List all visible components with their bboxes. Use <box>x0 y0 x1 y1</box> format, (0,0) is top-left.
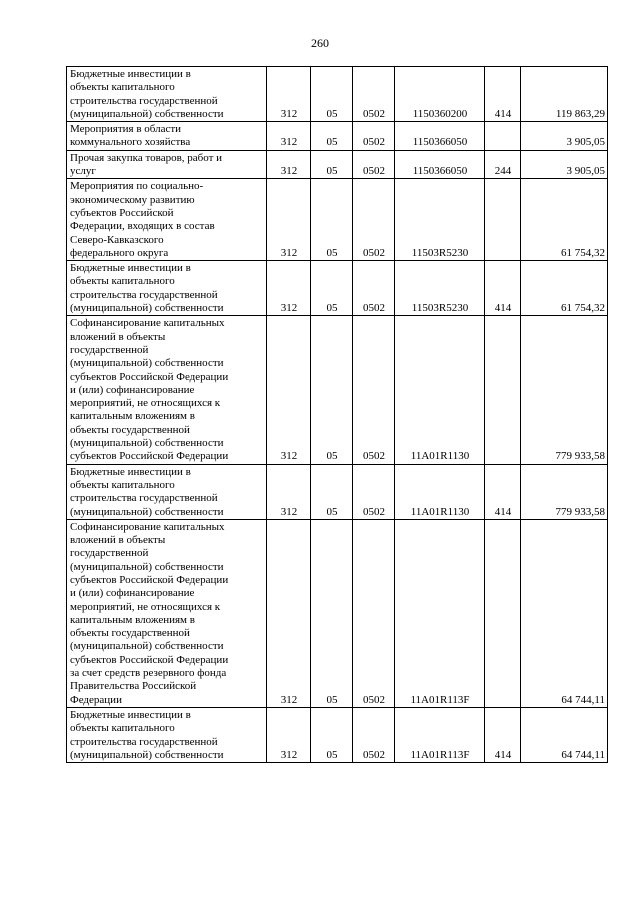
target-code: 1150366050 <box>395 150 485 179</box>
expense-type-code: 414 <box>485 261 521 316</box>
row-name: Прочая закупка товаров, работ и услуг <box>70 151 223 178</box>
row-name: Софинансирование капитальных вложений в объекты государственной (муниципальной) собственности субъектов Российской Федерации и (или) софинансирование мероприятий, не относящихся к капитальным вложениям в объекты государственной (муниципальной) собственности субъектов Российской Федерации за счет средств резервного фонда Правительства Российской Федерации <box>70 520 229 706</box>
ministry-code: 312 <box>267 67 311 122</box>
expense-type-code <box>485 179 521 261</box>
section-code: 05 <box>311 464 353 519</box>
row-name-cell <box>67 707 267 762</box>
section-code: 05 <box>311 179 353 261</box>
row-name: Бюджетные инвестиции в объекты капитального строительства государственной (муниципальной) собственности <box>70 68 224 120</box>
row-name-cell <box>67 122 267 151</box>
subsection-code: 0502 <box>353 261 395 316</box>
target-code: 1150366050 <box>395 122 485 151</box>
section-code: 05 <box>311 122 353 151</box>
amount: 3 905,05 <box>521 150 608 179</box>
amount: 3 905,05 <box>521 122 608 151</box>
amount: 61 754,32 <box>521 261 608 316</box>
row-name-cell <box>67 179 267 261</box>
amount: 779 933,58 <box>521 464 608 519</box>
table-row <box>67 179 608 261</box>
expense-type-code: 244 <box>485 150 521 179</box>
section-code: 05 <box>311 707 353 762</box>
table-row <box>67 464 608 519</box>
amount: 119 863,29 <box>521 67 608 122</box>
target-code: 11503R5230 <box>395 261 485 316</box>
table-row <box>67 122 608 151</box>
expense-type-code <box>485 316 521 464</box>
section-code: 05 <box>311 67 353 122</box>
amount: 61 754,32 <box>521 179 608 261</box>
subsection-code: 0502 <box>353 150 395 179</box>
target-code: 11А01R113F <box>395 519 485 707</box>
expense-type-code: 414 <box>485 464 521 519</box>
ministry-code: 312 <box>267 464 311 519</box>
section-code: 05 <box>311 150 353 179</box>
row-name-cell <box>67 261 267 316</box>
table-row <box>67 519 608 707</box>
table-row <box>67 261 608 316</box>
target-code: 11А01R113F <box>395 707 485 762</box>
subsection-code: 0502 <box>353 464 395 519</box>
expense-type-code <box>485 122 521 151</box>
subsection-code: 0502 <box>353 179 395 261</box>
row-name: Бюджетные инвестиции в объекты капитального строительства государственной (муниципальной) собственности <box>70 708 224 761</box>
row-name: Бюджетные инвестиции в объекты капитального строительства государственной (муниципальной) собственности <box>70 262 224 315</box>
table-row <box>67 707 608 762</box>
ministry-code: 312 <box>267 707 311 762</box>
ministry-code: 312 <box>267 519 311 707</box>
expense-type-code: 414 <box>485 67 521 122</box>
amount: 64 744,11 <box>521 707 608 762</box>
row-name: Мероприятия по социально- экономическому развитию субъектов Российской Федерации, входящих в состав Северо-Кавказского федерального округа <box>70 180 215 259</box>
subsection-code: 0502 <box>353 316 395 464</box>
ministry-code: 312 <box>267 316 311 464</box>
table-row <box>67 67 608 122</box>
row-name-cell <box>67 150 267 179</box>
row-name-cell <box>67 519 267 707</box>
table-row <box>67 316 608 464</box>
ministry-code: 312 <box>267 179 311 261</box>
section-code: 05 <box>311 519 353 707</box>
amount: 779 933,58 <box>521 316 608 464</box>
subsection-code: 0502 <box>353 122 395 151</box>
amount: 64 744,11 <box>521 519 608 707</box>
row-name-cell <box>67 316 267 464</box>
subsection-code: 0502 <box>353 707 395 762</box>
expense-type-code: 414 <box>485 707 521 762</box>
section-code: 05 <box>311 316 353 464</box>
target-code: 11А01R1130 <box>395 316 485 464</box>
table-row <box>67 150 608 179</box>
ministry-code: 312 <box>267 122 311 151</box>
page-number: 260 <box>311 36 329 50</box>
subsection-code: 0502 <box>353 519 395 707</box>
row-name-cell <box>67 464 267 519</box>
row-name-cell <box>67 67 267 122</box>
ministry-code: 312 <box>267 261 311 316</box>
target-code: 1150360200 <box>395 67 485 122</box>
ministry-code: 312 <box>267 150 311 179</box>
row-name: Мероприятия в области коммунального хозяйства <box>70 123 191 149</box>
section-code: 05 <box>311 261 353 316</box>
row-name: Бюджетные инвестиции в объекты капитального строительства государственной (муниципальной) собственности <box>70 465 224 518</box>
expense-type-code <box>485 519 521 707</box>
row-name: Софинансирование капитальных вложений в объекты государственной (муниципальной) собственности субъектов Российской Федерации и (или) софинансирование мероприятий, не относящихся к капитальным вложениям в объекты государственной (муниципальной) собственности субъектов Российской Федерации <box>70 317 229 463</box>
budget-table <box>66 66 608 763</box>
target-code: 11503R5230 <box>395 179 485 261</box>
subsection-code: 0502 <box>353 67 395 122</box>
table-body <box>67 67 608 763</box>
target-code: 11А01R1130 <box>395 464 485 519</box>
